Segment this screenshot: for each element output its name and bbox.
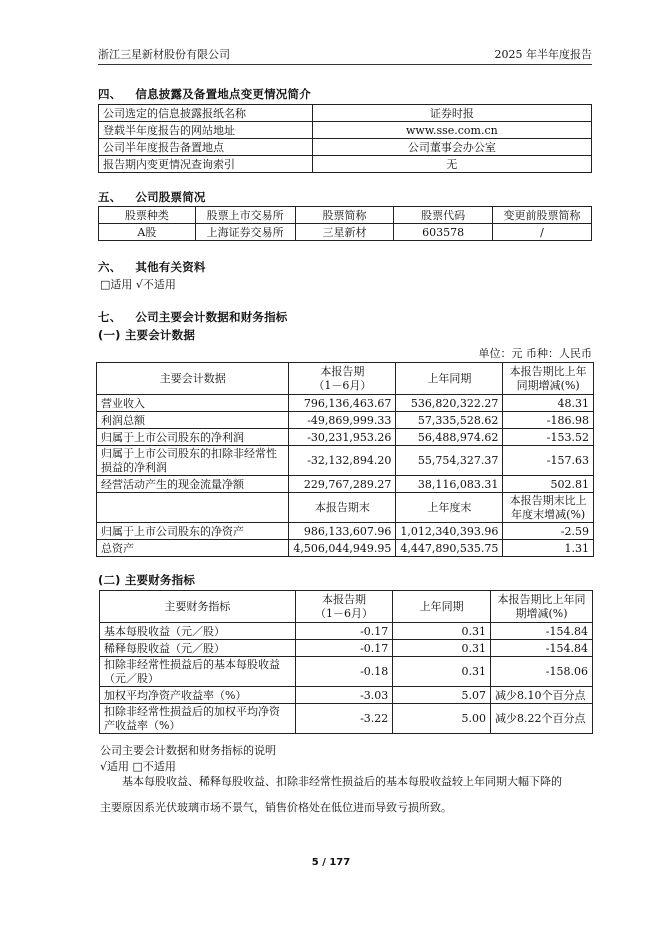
accounting-data-table — [96, 362, 594, 557]
page-number: 5 / 177 — [311, 857, 351, 868]
table-cell: -0.17 — [295, 623, 393, 640]
table-header-cell: 主要财务指标 — [100, 591, 296, 623]
section-7-heading — [98, 309, 288, 325]
table-row — [97, 429, 594, 446]
table-cell: -186.98 — [503, 412, 594, 429]
stock-table — [98, 206, 592, 241]
table-row — [97, 476, 594, 493]
table-header-cell: 本报告期比上年同期增减(%) — [503, 363, 594, 395]
table-cell: 502.81 — [503, 476, 594, 493]
note-title: 公司主要会计数据和财务指标的说明 — [100, 744, 276, 757]
table-row — [99, 105, 592, 122]
table-cell: A股 — [99, 224, 196, 241]
table-cell: -2.59 — [503, 523, 594, 540]
table-header-cell: 上年同期 — [396, 363, 503, 395]
page-header — [98, 44, 592, 65]
table-header-cell: 本报告期 （1－6月） — [295, 591, 393, 623]
table-header-cell: 股票种类 — [99, 207, 196, 224]
table-cell: -30,231,953.26 — [289, 429, 396, 446]
table-cell: 38,116,083.31 — [396, 476, 503, 493]
table-header-row — [97, 363, 594, 395]
subsection-1-heading: (一) 主要会计数据 — [98, 328, 196, 342]
table-header-row — [97, 493, 594, 523]
table-cell: -154.84 — [491, 623, 593, 640]
table-header-cell: 上年同期 — [393, 591, 491, 623]
table-cell: 公司董事会办公室 — [312, 139, 591, 156]
table-cell: 796,136,463.67 — [289, 395, 396, 412]
section-number: 六、 — [98, 260, 122, 274]
section-title: 公司股票简况 — [135, 190, 206, 204]
table-header-cell: 本报告期末比上年度末增减(%) — [503, 493, 594, 523]
table-cell: 扣除非经常性损益后的基本每股收益（元／股） — [100, 657, 296, 687]
table-cell: -49,869,999.33 — [289, 412, 396, 429]
table-cell: -154.84 — [491, 640, 593, 657]
table-cell: 986,133,607.96 — [289, 523, 396, 540]
table-header-cell — [97, 493, 289, 523]
disclosure-table — [98, 104, 592, 173]
table-cell: / — [493, 224, 592, 241]
table-row — [97, 523, 594, 540]
table-cell: -32,132,894.20 — [289, 446, 396, 476]
table-row — [100, 687, 593, 704]
table-row — [100, 623, 593, 640]
table-cell: 0.31 — [393, 657, 491, 687]
table-cell: 0.31 — [393, 640, 491, 657]
section-4-heading — [98, 86, 311, 102]
table-cell: -0.17 — [295, 640, 393, 657]
table-row — [97, 540, 594, 557]
table-cell: 归属于上市公司股东的扣除非经常性损益的净利润 — [97, 446, 289, 476]
table-cell: -3.22 — [295, 704, 393, 734]
table-row — [99, 156, 592, 173]
header-report: 2025 年半年度报告 — [494, 48, 592, 61]
table-cell: -153.52 — [503, 429, 594, 446]
table-cell: 稀释每股收益（元／股） — [100, 640, 296, 657]
table-cell: 4,447,890,535.75 — [396, 540, 503, 557]
table-row — [97, 395, 594, 412]
table-row — [99, 139, 592, 156]
table-cell: 57,335,528.62 — [396, 412, 503, 429]
subsection-2-heading: (二) 主要财务指标 — [98, 573, 196, 587]
table-cell: 公司选定的信息披露报纸名称 — [99, 105, 313, 122]
table-row — [100, 657, 593, 687]
table-header-cell: 变更前股票简称 — [493, 207, 592, 224]
table-cell: 5.07 — [393, 687, 491, 704]
table-cell: 无 — [312, 156, 591, 173]
section-title: 信息披露及备置地点变更情况简介 — [135, 87, 311, 101]
section-number: 五、 — [98, 190, 122, 204]
section-5-heading — [98, 189, 206, 205]
table-header-cell: 主要会计数据 — [97, 363, 289, 395]
currency-unit: 单位：元 币种：人民币 — [478, 347, 592, 360]
table-header-cell: 本报告期末 — [289, 493, 396, 523]
table-header-cell: 股票简称 — [295, 207, 394, 224]
table-cell: -157.63 — [503, 446, 594, 476]
section-title: 其他有关资料 — [135, 260, 206, 274]
table-cell: 利润总额 — [97, 412, 289, 429]
table-cell: 经营活动产生的现金流量净额 — [97, 476, 289, 493]
table-cell: 229,767,289.27 — [289, 476, 396, 493]
section-number: 四、 — [98, 87, 122, 101]
table-cell: www.sse.com.cn — [312, 122, 591, 139]
table-cell: 0.31 — [393, 623, 491, 640]
table-cell: 报告期内变更情况查询索引 — [99, 156, 313, 173]
table-header-cell: 上年度末 — [396, 493, 503, 523]
table-cell: 536,820,322.27 — [396, 395, 503, 412]
table-cell: 55,754,327.37 — [396, 446, 503, 476]
note-paragraph-line-2: 主要原因系光伏玻璃市场不景气，销售价格处在低位进而导致亏损所致。 — [100, 801, 452, 814]
table-header-row — [100, 591, 593, 623]
financial-indicators-table — [99, 590, 593, 734]
table-cell: 扣除非经常性损益后的加权平均净资产收益率（%） — [100, 704, 296, 734]
section-number: 七、 — [98, 310, 122, 324]
table-cell: 营业收入 — [97, 395, 289, 412]
table-row — [99, 224, 592, 241]
section-title: 公司主要会计数据和财务指标 — [135, 310, 288, 324]
table-cell: 加权平均净资产收益率（%） — [100, 687, 296, 704]
section-6-heading — [98, 259, 206, 275]
table-cell: 基本每股收益（元／股） — [100, 623, 296, 640]
table-header-cell: 本报告期 （1－6月） — [289, 363, 396, 395]
table-cell: 总资产 — [97, 540, 289, 557]
table-cell: -3.03 — [295, 687, 393, 704]
table-cell: 归属于上市公司股东的净资产 — [97, 523, 289, 540]
table-cell: 减少8.10个百分点 — [491, 687, 593, 704]
table-cell: 56,488,974.62 — [396, 429, 503, 446]
table-cell: 三星新材 — [295, 224, 394, 241]
header-company: 浙江三星新材股份有限公司 — [98, 48, 230, 61]
table-cell: 5.00 — [393, 704, 491, 734]
note-paragraph-line-1: 基本每股收益、稀释每股收益、扣除非经常性损益后的基本每股收益较上年同期大幅下降的 — [122, 775, 562, 788]
table-row — [100, 640, 593, 657]
table-cell: 归属于上市公司股东的净利润 — [97, 429, 289, 446]
table-header-row — [99, 207, 592, 224]
table-cell: 48.31 — [503, 395, 594, 412]
note-applicability-check: √适用 □不适用 — [100, 760, 176, 773]
table-cell: 4,506,044,949.95 — [289, 540, 396, 557]
table-row — [97, 446, 594, 476]
table-row — [99, 122, 592, 139]
table-cell: 公司半年度报告备置地点 — [99, 139, 313, 156]
table-cell: 上海证券交易所 — [195, 224, 295, 241]
applicability-check: □适用 √不适用 — [100, 278, 176, 291]
table-row — [97, 412, 594, 429]
table-cell: 登载半年度报告的网站地址 — [99, 122, 313, 139]
table-cell: 减少8.22个百分点 — [491, 704, 593, 734]
table-cell: 603578 — [394, 224, 493, 241]
table-cell: 1.31 — [503, 540, 594, 557]
table-header-cell: 本报告期比上年同期增减(%) — [491, 591, 593, 623]
table-cell: -0.18 — [295, 657, 393, 687]
table-cell: 证券时报 — [312, 105, 591, 122]
table-cell: -158.06 — [491, 657, 593, 687]
table-header-cell: 股票代码 — [394, 207, 493, 224]
table-cell: 1,012,340,393.96 — [396, 523, 503, 540]
table-row — [100, 704, 593, 734]
table-header-cell: 股票上市交易所 — [195, 207, 295, 224]
